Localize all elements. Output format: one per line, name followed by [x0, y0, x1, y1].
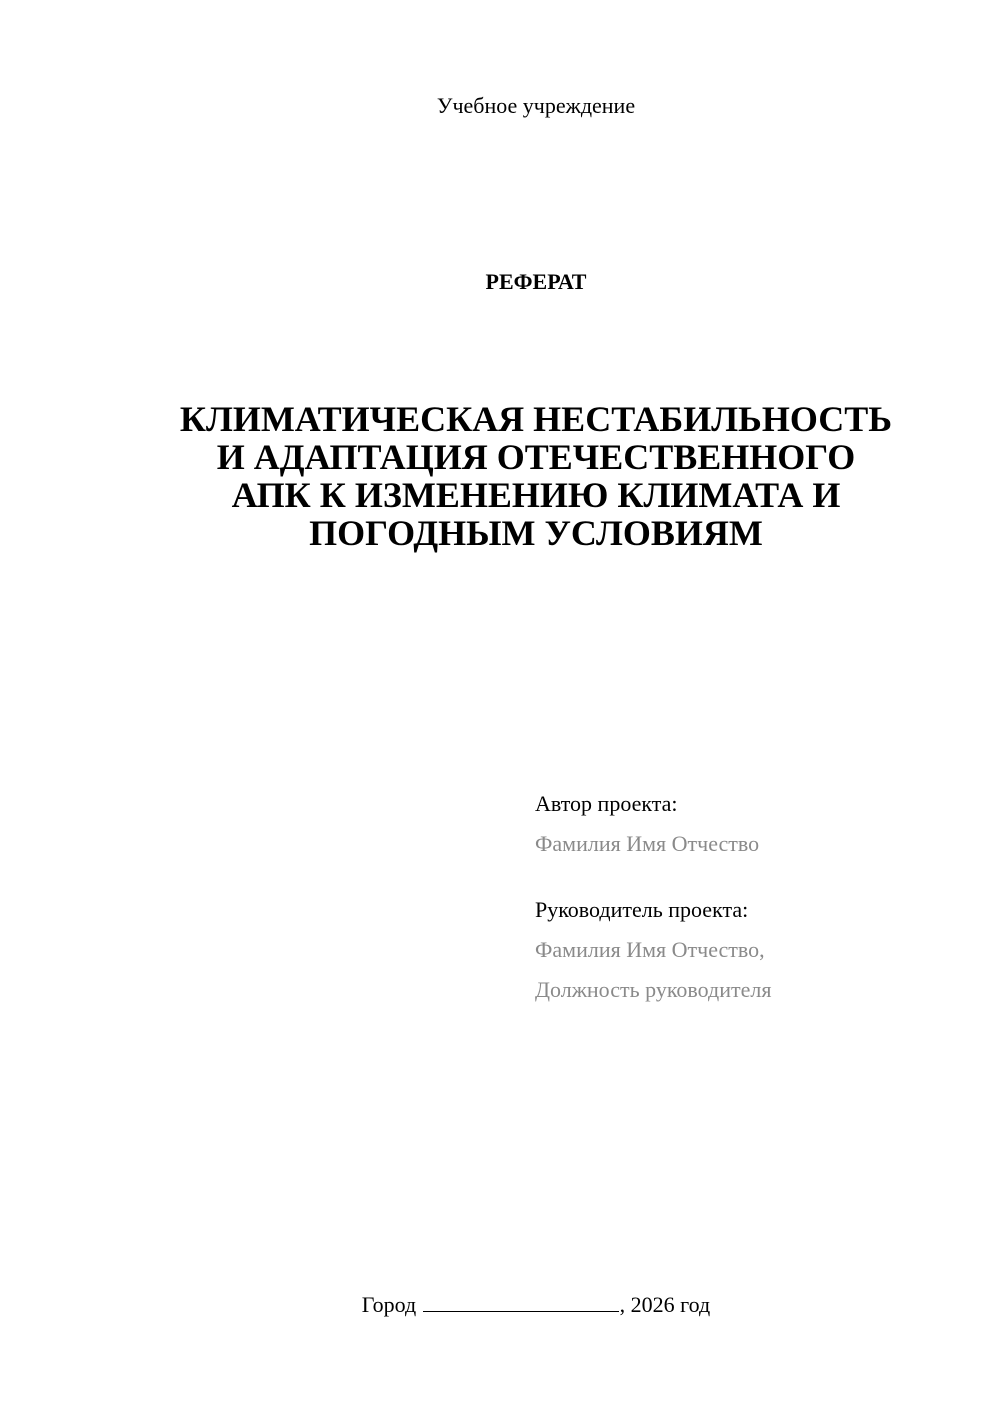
document-title: [140, 400, 932, 552]
city-blank-underline: [423, 1291, 619, 1312]
title-line: ПОГОДНЫМ УСЛОВИЯМ: [309, 513, 763, 553]
title-line: КЛИМАТИЧЕСКАЯ НЕСТАБИЛЬНОСТЬ: [179, 399, 893, 439]
supervisor-block: [535, 896, 965, 1004]
author-block: [535, 790, 965, 858]
title-line: И АДАПТАЦИЯ ОТЕЧЕСТВЕННОГО: [216, 437, 856, 477]
institution-name: Учебное учреждение: [436, 93, 636, 118]
supervisor-name: Фамилия Имя Отчество,: [535, 937, 765, 962]
document-type: РЕФЕРАТ: [485, 269, 587, 294]
supervisor-label: Руководитель проекта:: [535, 897, 749, 922]
supervisor-position: Должность руководителя: [535, 977, 772, 1002]
city-year-line: [0, 1291, 1000, 1319]
author-label: Автор проекта:: [535, 791, 678, 816]
city-label: Город: [361, 1292, 417, 1317]
title-line: АПК К ИЗМЕНЕНИЮ КЛИМАТА И: [231, 475, 841, 515]
author-name: Фамилия Имя Отчество: [535, 831, 760, 856]
year-text: , 2026 год: [619, 1292, 711, 1317]
